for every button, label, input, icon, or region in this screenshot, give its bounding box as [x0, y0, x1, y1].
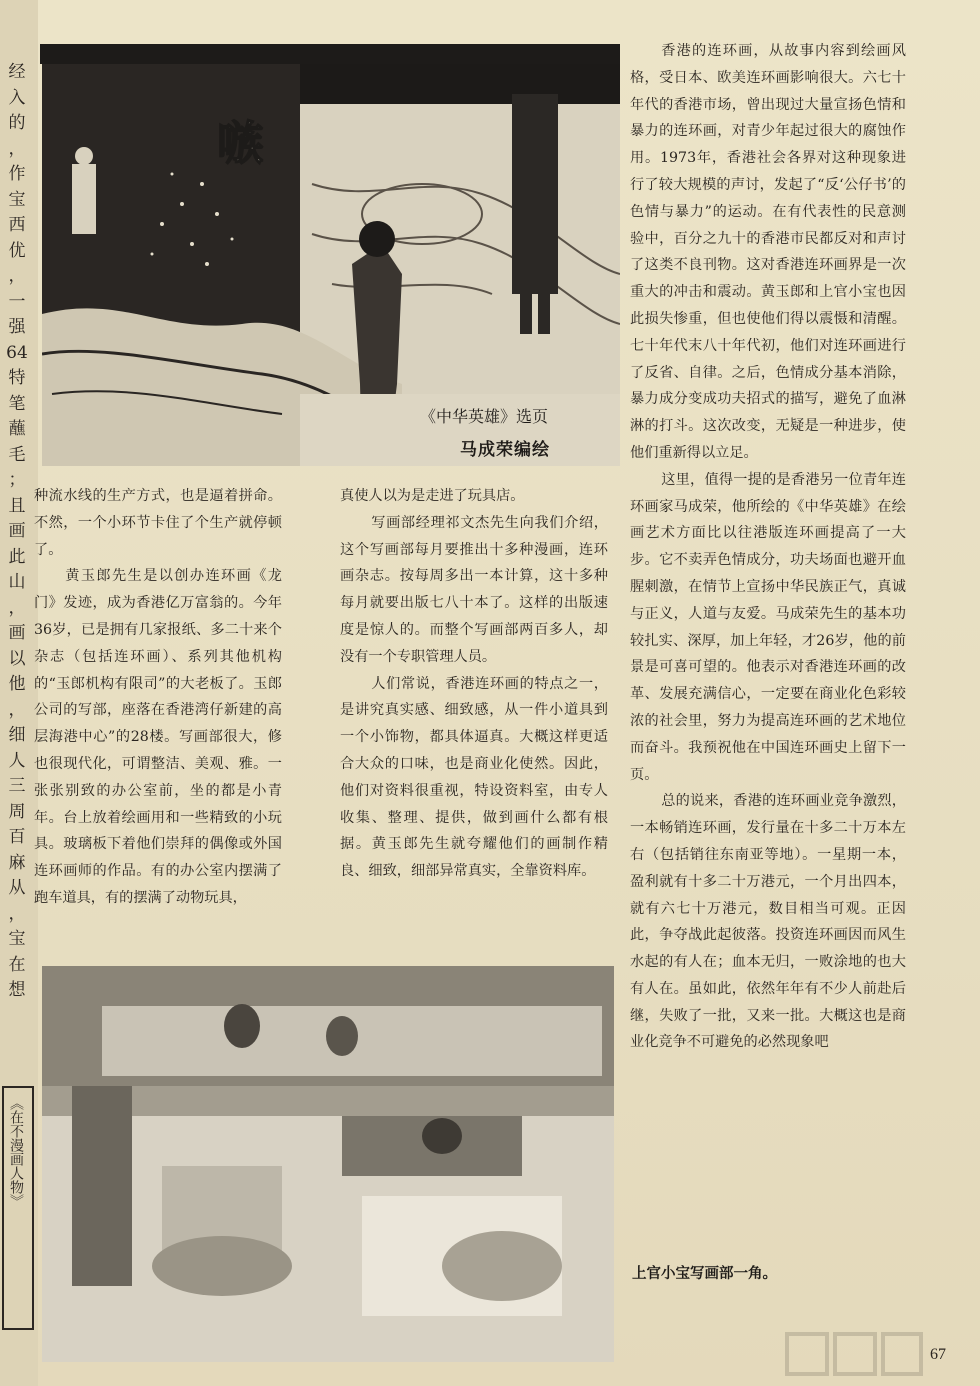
comic-caption-author: 马成荣编绘	[460, 440, 550, 460]
studio-photo-image	[42, 966, 614, 1362]
spine-char: 山	[8, 572, 26, 592]
spine-char: 画	[8, 521, 26, 541]
studio-photo	[42, 966, 614, 1362]
spine-char: 且	[8, 495, 26, 516]
spine-char: ，	[8, 266, 26, 286]
spine-char: 强	[8, 317, 26, 337]
spine-char: ，	[8, 699, 26, 720]
spine-char: 蘸	[8, 419, 26, 439]
photo-caption: 上官小宝写画部一角。	[632, 1266, 777, 1282]
paragraph: 真使人以为是走进了玩具店。	[340, 488, 525, 504]
spine-char: 画	[8, 623, 26, 643]
spine-char: 优	[8, 240, 26, 261]
spine-boxed-text: 《在不漫画人物》	[8, 1096, 24, 1208]
spine-char: ，	[8, 597, 26, 618]
spine-char: 细	[8, 725, 26, 745]
spine-char: 人	[8, 750, 26, 771]
spine-char: 周	[8, 801, 26, 822]
paragraph: 种流水线的生产方式，也是逼着拼命。不然，一个小环节卡住了个生产就停顿了。	[34, 488, 282, 558]
spine-char: 经	[8, 62, 26, 82]
paragraph: 人们常说，香港连环画的特点之一，是讲究真实感、细致感，从一件小道具到一个小饰物，都具体逼真。大概这样更适合大众的口味，也是商业化使然。因此，他们对资料很重视，特设资料室，由专人收集、整理、提供，做到画什么都有根据。黄玉郎先生就夸耀他们的画制作精良、细致，细部异常真实，全靠资料库。	[340, 675, 608, 880]
spine-char: ，	[8, 903, 26, 924]
spine-char: 宝	[8, 189, 26, 210]
spine-char: 想	[8, 980, 26, 1000]
top-black-bar	[40, 44, 620, 64]
text-column-left	[34, 483, 282, 912]
spine-char: 此	[8, 546, 26, 567]
spine-char: 西	[8, 215, 26, 235]
spine-char: 64	[6, 342, 28, 363]
spine-char: 百	[8, 827, 26, 847]
paragraph: 写画部经理祁文杰先生向我们介绍，这个写画部每月要推出十多种漫画，连环画杂志。按每周多出一本计算，这十多种每月就要出版七八十本了。这样的出版速度是惊人的。而整个写画部两百多人，却没有一个专职管理人员。	[340, 514, 608, 665]
spine-boxed-label	[2, 1086, 34, 1330]
spine-char: 三	[8, 776, 26, 796]
spine-char: 从	[8, 878, 26, 898]
spine-char: 笔	[8, 393, 26, 414]
paragraph: 总的说来，香港的连环画业竞争激烈，一本畅销连环画，发行量在十多二十万本左右（包括销往东南亚等地）。一星期一本，盈利就有十多二十万港元，一个月出四本，就有六七十万港元，数目相当可观。正因此，争夺战此起彼落。投资连环画因而风生水起的有人在；血本无归，一败涂地的也大有人在。虽如此，依然年年有不少人前赴后继，失败了一批，又来一批。大概这也是商业化竞争不可避免的必然现象吧	[630, 793, 906, 1051]
spine-char: 他	[8, 674, 26, 694]
comic-sfx-text: 嗾	[217, 116, 263, 170]
spine-char: ；	[8, 470, 26, 490]
spine-char: 入	[8, 87, 26, 108]
spine-char: 宝	[8, 929, 26, 949]
watermark-logo	[785, 1330, 925, 1380]
spine-char: ，	[8, 138, 26, 159]
spine-char: 以	[8, 648, 26, 669]
spine-char: 特	[8, 368, 26, 388]
spine-char: 麻	[8, 852, 26, 873]
spine-char: 一	[8, 291, 26, 312]
paragraph: 这里，值得一提的是香港另一位青年连环画家马成荣，他所绘的《中华英雄》在绘画艺术方面比以往港版连环画提高了一大步。它不卖弄色情成分，功夫场面也避开血腥刺激，在情节上宣扬中华民族正气，真诚与正义，人道与友爱。马成荣先生的基本功较扎实、深厚，加上年轻，才26岁，他的前景是可喜可望的。他表示对香港连环画的改革、发展充满信心，一定要在商业化色彩较浓的社会里，努力为提高连环画的艺术地位而奋斗。我预祝他在中国连环画史上留下一页。	[630, 471, 906, 783]
comic-caption-title: 《中华英雄》选页	[420, 407, 549, 426]
text-column-middle	[340, 483, 608, 885]
text-column-right	[630, 38, 906, 1056]
spine-char: 作	[8, 164, 26, 184]
spine-char: 的	[8, 113, 26, 133]
page-number: 67	[930, 1346, 946, 1363]
paragraph: 黄玉郎先生是以创办连环画《龙门》发迹，成为香港亿万富翁的。今年36岁，已是拥有几家报纸、多二十来个杂志（包括连环画）、系列其他机构的“玉郎机构有限司”的大老板了。玉郎公司的写部，座落在香港湾仔新建的高层海港中心”的28楼。写画部很大，修也很现代化，可谓整洁、美观、雅。一张张别致的办公室前，坐的都是小青年。台上放着绘画用和一些精致的小玩具。玻璃板下着他们崇拜的偶像或外国连环画师的作品。有的办公室内摆满了跑车道具，有的摆满了动物玩具，	[34, 568, 282, 906]
spine-char: 毛	[8, 444, 26, 465]
spine-char: 在	[8, 954, 26, 975]
paragraph: 香港的连环画，从故事内容到绘画风格，受日本、欧美连环画影响很大。六七十年代的香港市场，曾出现过大量宣扬色情和暴力的连环画，对青少年起过很大的腐蚀作用。1973年，香港社会各界对这种现象进行了较大规模的声讨，发起了“反‘公仔书’的色情与暴力”的运动。在有代表性的民意测验中，百分之九十的香港市民都反对和声讨了这类不良刊物。这对香港连环画界是一次重大的冲击和震动。黄玉郎和上官小宝也因此损失惨重，但也使他们得以震慑和清醒。七十年代末八十年代初，他们对连环画进行了反省、自律。之后，色情成分基本消除，暴力成分变成功夫招式的描写，避免了血淋淋的打斗。这次改变，无疑是一种进步，使他们重新得以立足。	[630, 43, 906, 461]
